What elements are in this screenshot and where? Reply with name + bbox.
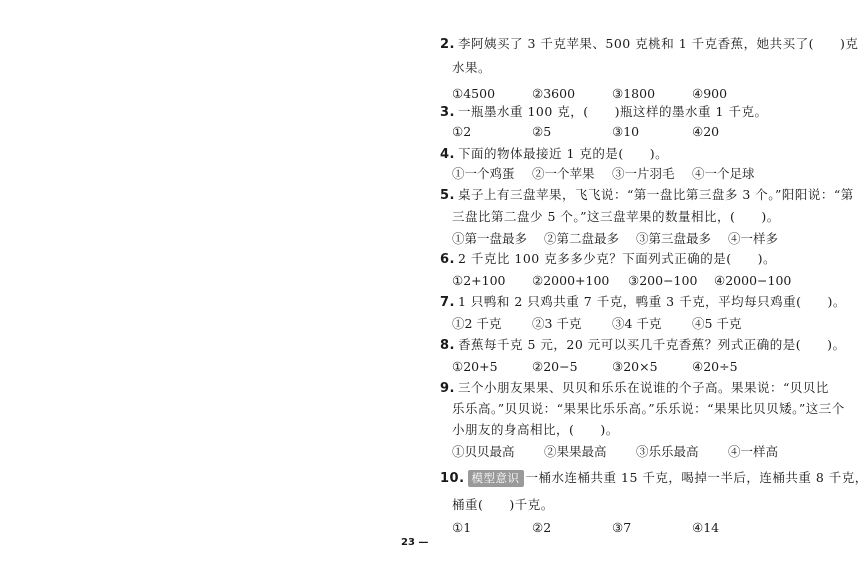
option-d[interactable]: ④20÷5 bbox=[692, 359, 738, 374]
question-number: 2. bbox=[440, 37, 455, 52]
option-b[interactable]: ②3 千克 bbox=[532, 316, 582, 331]
question-line: 7. 1 只鸭和 2 只鸡共重 7 千克，鸭重 3 千克，平均每只鸡重( )。 bbox=[440, 294, 846, 310]
option-d[interactable]: ④一样多 bbox=[728, 231, 779, 246]
question-line: 4. 下面的物体最接近 1 克的是( )。 bbox=[440, 146, 669, 162]
question-number: 5. bbox=[440, 188, 455, 203]
question-line: 9. 三个小朋友果果、贝贝和乐乐在说谁的个子高。果果说：“贝贝比 bbox=[440, 380, 829, 396]
question-line: 桶重( )千克。 bbox=[452, 497, 554, 512]
option-b[interactable]: ②一个苹果 bbox=[532, 166, 595, 181]
question-line: 水果。 bbox=[452, 60, 492, 75]
option-b[interactable]: ②2 bbox=[532, 520, 552, 535]
option-a[interactable]: ①第一盘最多 bbox=[452, 231, 528, 246]
option-c[interactable]: ③200−100 bbox=[628, 273, 698, 288]
option-b[interactable]: ②5 bbox=[532, 124, 552, 139]
question-number: 8. bbox=[440, 338, 455, 353]
option-c[interactable]: ③7 bbox=[612, 520, 632, 535]
option-c[interactable]: ③4 千克 bbox=[612, 316, 662, 331]
category-badge: 模型意识 bbox=[468, 470, 524, 487]
page-number: 23 — bbox=[401, 537, 429, 548]
question-number: 9. bbox=[440, 381, 455, 396]
option-b[interactable]: ②2000+100 bbox=[532, 273, 610, 288]
option-b[interactable]: ②20−5 bbox=[532, 359, 578, 374]
option-c[interactable]: ③20×5 bbox=[612, 359, 658, 374]
option-a[interactable]: ①2 bbox=[452, 124, 472, 139]
question-number: 4. bbox=[440, 147, 455, 162]
question-line: 5. 桌子上有三盘苹果，飞飞说：“第一盘比第三盘多 3 个。”阳阳说：“第 bbox=[440, 187, 854, 203]
option-a[interactable]: ①1 bbox=[452, 520, 472, 535]
option-a[interactable]: ①贝贝最高 bbox=[452, 444, 515, 459]
question-line: 三盘比第二盘少 5 个。”这三盘苹果的数量相比，( )。 bbox=[452, 209, 780, 224]
option-d[interactable]: ④2000−100 bbox=[714, 273, 792, 288]
option-d[interactable]: ④20 bbox=[692, 124, 720, 139]
option-b[interactable]: ②果果最高 bbox=[544, 444, 607, 459]
question-line: 2. 李阿姨买了 3 千克苹果、500 克桃和 1 千克香蕉，她共买了( )克 bbox=[440, 36, 859, 52]
option-d[interactable]: ④5 千克 bbox=[692, 316, 742, 331]
question-line: 8. 香蕉每千克 5 元，20 元可以买几千克香蕉？列式正确的是( )。 bbox=[440, 337, 846, 353]
question-line: 10. 模型意识 一桶水连桶共重 15 千克，喝掉一半后，连桶共重 8 千克， bbox=[440, 470, 868, 486]
question-line: 乐乐高。”贝贝说：“果果比乐乐高。”乐乐说：“果果比贝贝矮。”这三个 bbox=[452, 401, 845, 416]
question-number: 7. bbox=[440, 295, 455, 310]
option-c[interactable]: ③第三盘最多 bbox=[636, 231, 712, 246]
question-number: 6. bbox=[440, 252, 455, 267]
question-line: 6. 2 千克比 100 克多多少克？下面列式正确的是( )。 bbox=[440, 251, 776, 267]
question-number: 3. bbox=[440, 105, 455, 120]
option-b[interactable]: ②第二盘最多 bbox=[544, 231, 620, 246]
option-a[interactable]: ①4500 bbox=[452, 86, 496, 101]
option-a[interactable]: ①20+5 bbox=[452, 359, 498, 374]
question-line: 3. 一瓶墨水重 100 克，( )瓶这样的墨水重 1 千克。 bbox=[440, 104, 768, 120]
option-d[interactable]: ④一样高 bbox=[728, 444, 779, 459]
option-c[interactable]: ③乐乐最高 bbox=[636, 444, 699, 459]
question-line: 小朋友的身高相比，( )。 bbox=[452, 422, 619, 437]
option-a[interactable]: ①一个鸡蛋 bbox=[452, 166, 515, 181]
option-a[interactable]: ①2 千克 bbox=[452, 316, 502, 331]
option-a[interactable]: ①2+100 bbox=[452, 273, 506, 288]
option-d[interactable]: ④一个足球 bbox=[692, 166, 755, 181]
option-c[interactable]: ③一片羽毛 bbox=[612, 166, 675, 181]
option-d[interactable]: ④14 bbox=[692, 520, 720, 535]
option-c[interactable]: ③1800 bbox=[612, 86, 656, 101]
option-b[interactable]: ②3600 bbox=[532, 86, 576, 101]
option-d[interactable]: ④900 bbox=[692, 86, 728, 101]
option-c[interactable]: ③10 bbox=[612, 124, 640, 139]
question-number: 10. bbox=[440, 471, 465, 486]
